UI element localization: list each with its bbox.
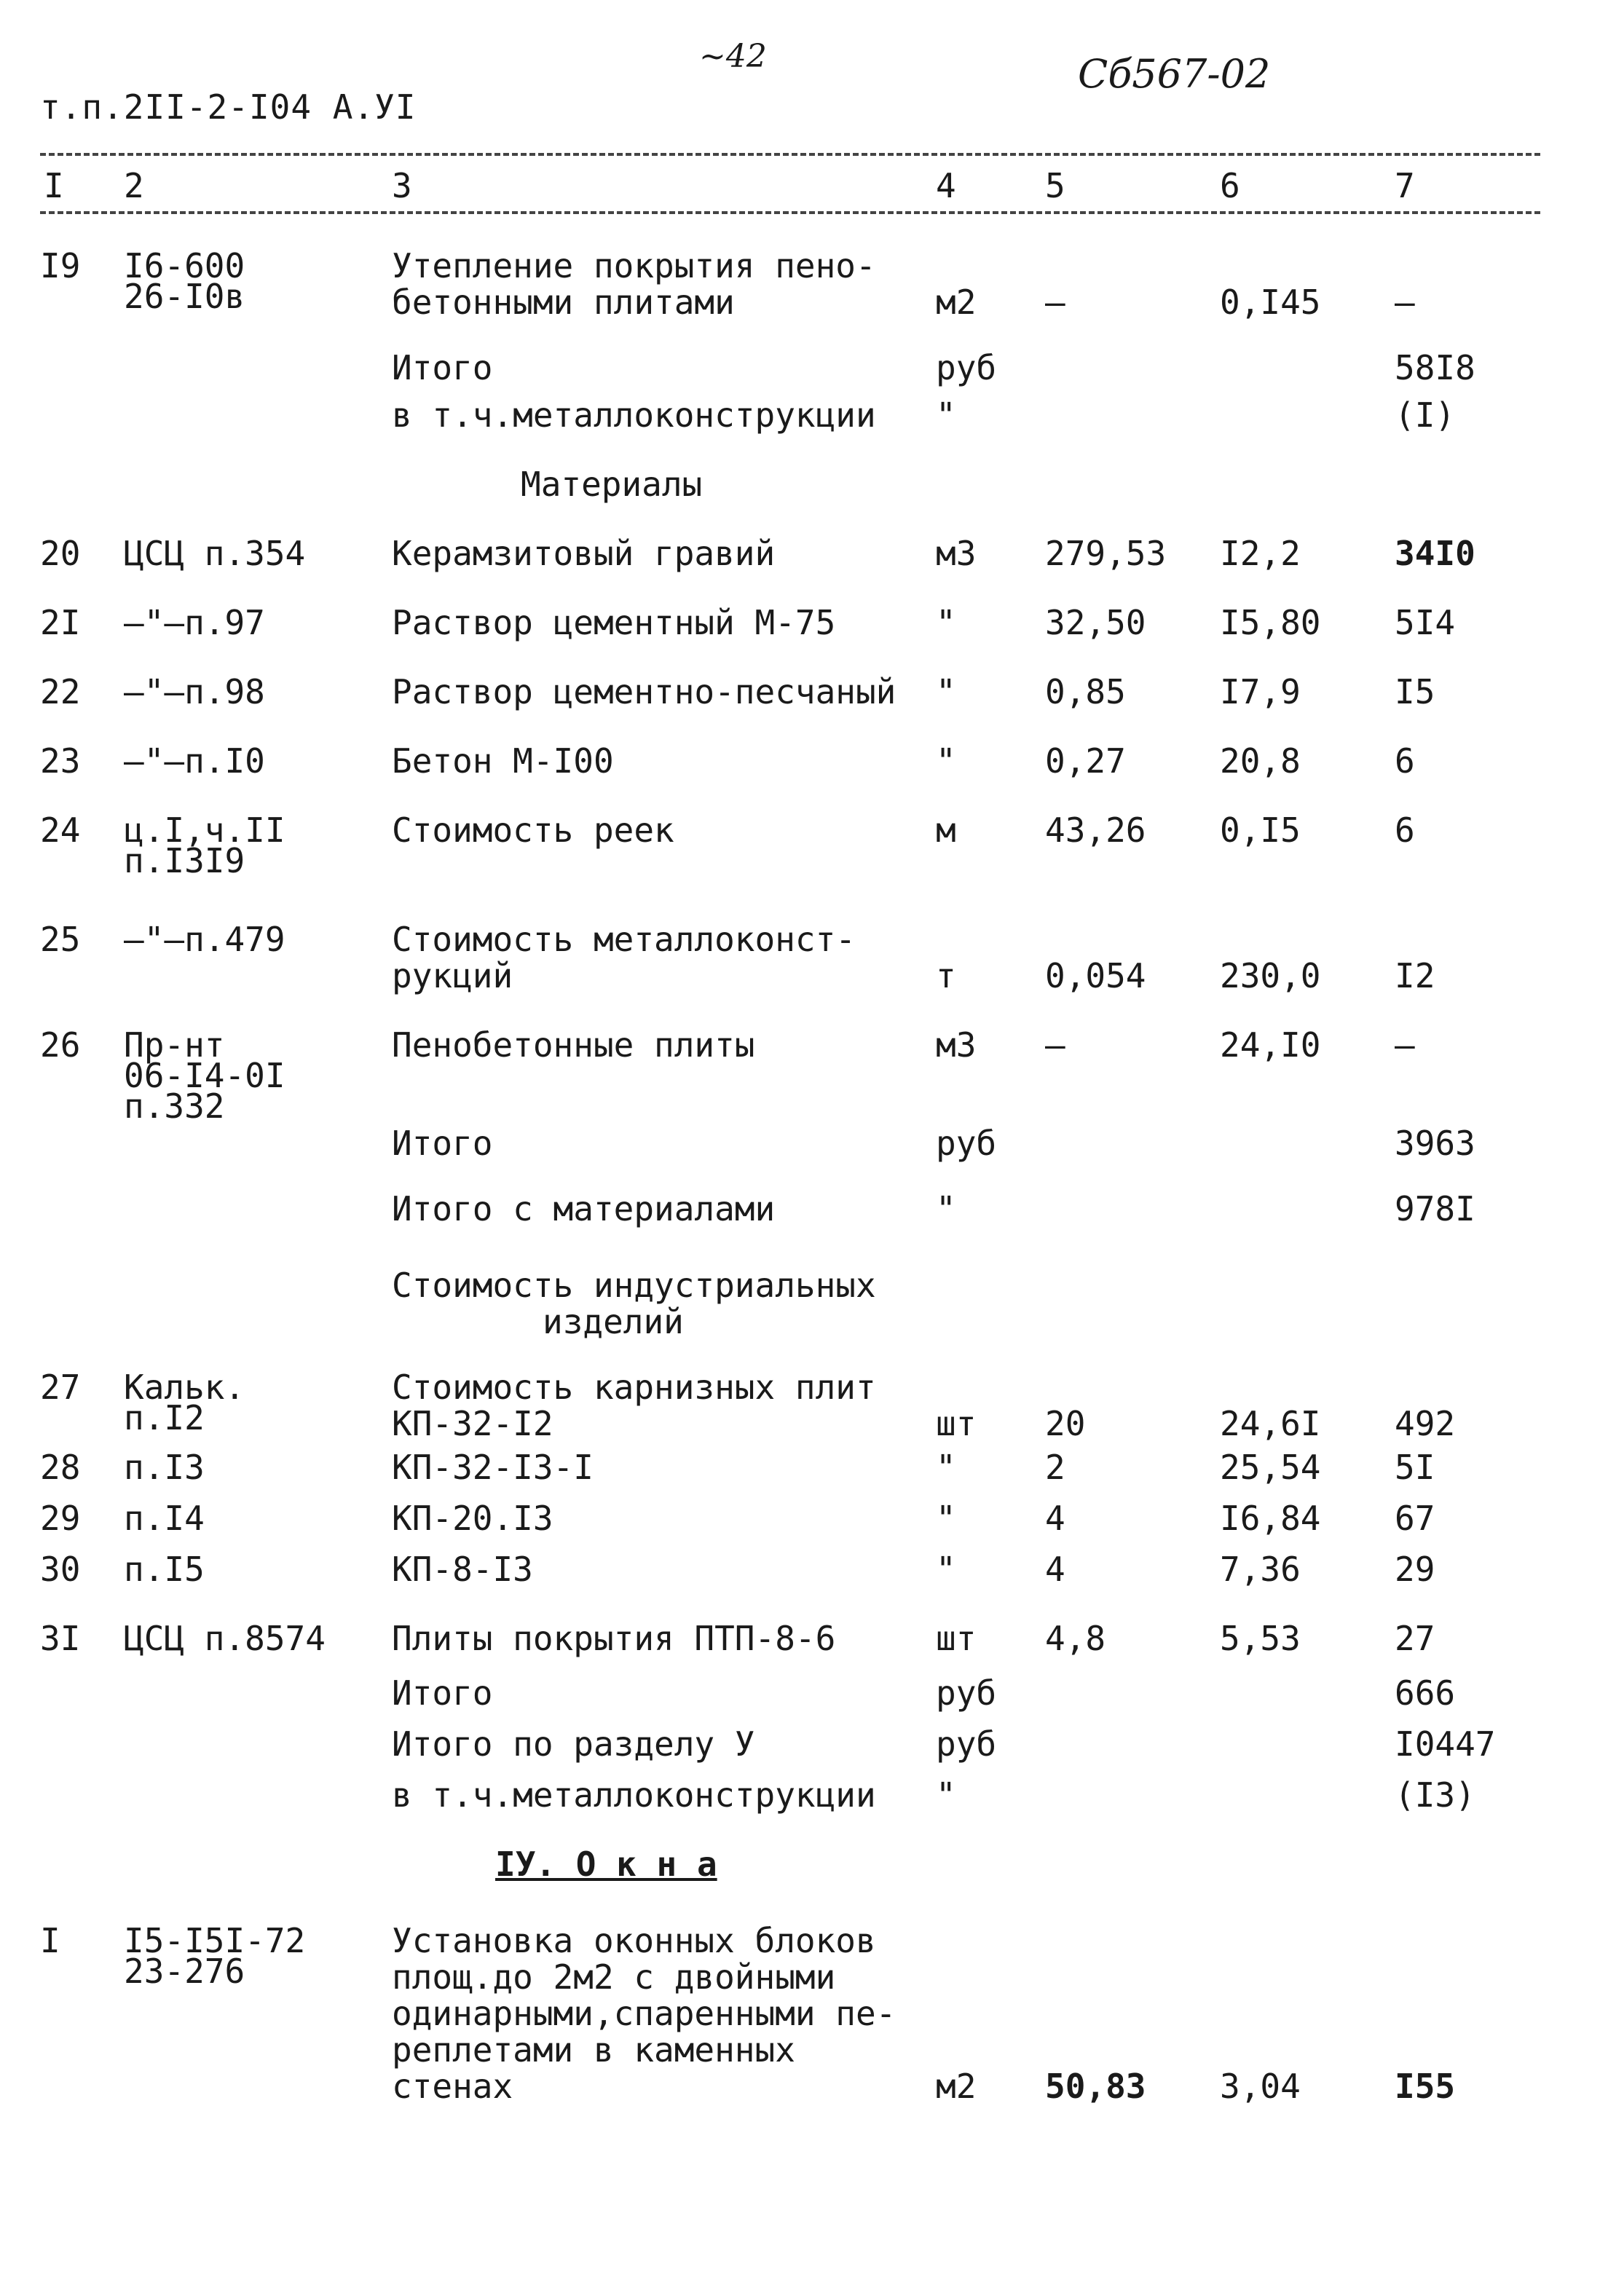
row-unit-price: I2,2	[1220, 534, 1301, 573]
row-description: Итого с материалами	[392, 1189, 776, 1228]
row-unit: "	[936, 395, 956, 435]
row-unit-price: I6,84	[1220, 1499, 1321, 1538]
row-number: 28	[40, 1448, 81, 1487]
row-unit: "	[936, 1550, 956, 1589]
row-quantity: –	[1045, 1025, 1065, 1065]
row-unit-price: 25,54	[1220, 1448, 1321, 1487]
row-unit: "	[936, 1189, 956, 1228]
row-total: I5	[1395, 672, 1435, 711]
column-header-7: 7	[1395, 166, 1415, 205]
row-code: 06-I4-0I	[124, 1056, 285, 1095]
row-description: КП-20.I3	[392, 1499, 553, 1538]
row-total: (I3)	[1395, 1775, 1475, 1815]
row-total: I55	[1395, 2067, 1456, 2106]
row-description: изделий	[543, 1302, 684, 1341]
row-number: 27	[40, 1368, 81, 1407]
row-code: ЦСЦ п.8574	[124, 1619, 326, 1658]
row-code: –"–п.98	[124, 672, 265, 711]
row-unit-price: I5,80	[1220, 603, 1321, 642]
row-number: 3I	[40, 1619, 81, 1658]
row-unit: руб	[936, 1124, 997, 1163]
row-unit: м3	[936, 1025, 977, 1065]
row-quantity: 0,054	[1045, 956, 1146, 995]
row-unit-price: 24,6I	[1220, 1404, 1321, 1443]
row-unit: "	[936, 1775, 956, 1815]
row-total: I2	[1395, 956, 1435, 995]
row-number: 29	[40, 1499, 81, 1538]
row-code: п.I5	[124, 1550, 205, 1589]
row-unit: "	[936, 1448, 956, 1487]
row-number: 2I	[40, 603, 81, 642]
row-description: Плиты покрытия ПТП-8-6	[392, 1619, 836, 1658]
row-total: (I)	[1395, 395, 1456, 435]
row-unit: руб	[936, 348, 997, 387]
row-unit: м2	[936, 2067, 977, 2106]
row-total: 29	[1395, 1550, 1435, 1589]
row-quantity: 50,83	[1045, 2067, 1146, 2106]
row-description: Раствор цементный М-75	[392, 603, 836, 642]
row-unit-price: 0,I45	[1220, 283, 1321, 322]
column-header-6: 6	[1220, 166, 1240, 205]
row-total: 34I0	[1395, 534, 1475, 573]
row-unit: шт	[936, 1404, 977, 1443]
row-unit: м2	[936, 283, 977, 322]
header-rule-bottom	[40, 211, 1540, 214]
row-unit: "	[936, 1499, 956, 1538]
row-code: 26-I0в	[124, 277, 245, 316]
row-description: площ.до 2м2 с двойными	[392, 1957, 836, 1997]
row-description: Бетон М-I00	[392, 741, 614, 781]
row-quantity: 4,8	[1045, 1619, 1106, 1658]
row-code: п.I3	[124, 1448, 205, 1487]
row-number: 23	[40, 741, 81, 781]
row-number: 24	[40, 810, 81, 850]
row-unit: руб	[936, 1673, 997, 1713]
column-header-5: 5	[1045, 166, 1065, 205]
row-description: одинарными,спаренными пе-	[392, 1994, 896, 2033]
row-description: Установка оконных блоков	[392, 1921, 876, 1960]
row-unit: м	[936, 810, 956, 850]
row-description: Стоимость карнизных плит	[392, 1368, 876, 1407]
row-unit-price: I7,9	[1220, 672, 1301, 711]
row-total: 5I4	[1395, 603, 1456, 642]
row-code: Кальк.	[124, 1368, 245, 1407]
row-unit-price: 24,I0	[1220, 1025, 1321, 1065]
row-code: ЦСЦ п.354	[124, 534, 306, 573]
row-unit-price: 230,0	[1220, 956, 1321, 995]
row-quantity: 4	[1045, 1499, 1065, 1538]
row-description: Керамзитовый гравий	[392, 534, 776, 573]
row-number: 30	[40, 1550, 81, 1589]
row-quantity: 0,27	[1045, 741, 1126, 781]
row-unit-price: 5,53	[1220, 1619, 1301, 1658]
row-code: Пр-нт	[124, 1025, 225, 1065]
row-description: реплетами в каменных	[392, 2030, 795, 2070]
row-unit-price: 20,8	[1220, 741, 1301, 781]
row-unit: "	[936, 741, 956, 781]
row-quantity: 4	[1045, 1550, 1065, 1589]
row-unit: м3	[936, 534, 977, 573]
row-total: 58I8	[1395, 348, 1475, 387]
row-code: п.I3I9	[124, 841, 245, 880]
row-description: Стоимость индустриальных	[392, 1266, 876, 1305]
row-total: 67	[1395, 1499, 1435, 1538]
column-header-4: 4	[936, 166, 956, 205]
row-total: –	[1395, 1025, 1415, 1065]
row-quantity: 32,50	[1045, 603, 1146, 642]
row-code: –"–п.479	[124, 920, 285, 959]
row-description: Стоимость металлоконст-	[392, 920, 856, 959]
row-description: Утепление покрытия пено-	[392, 246, 876, 285]
row-unit: шт	[936, 1619, 977, 1658]
row-code: –"–п.97	[124, 603, 265, 642]
row-description: в т.ч.металлоконструкции	[392, 395, 876, 435]
row-description: IУ. О к н а	[495, 1845, 717, 1884]
row-number: 22	[40, 672, 81, 711]
row-description: Итого по разделу У	[392, 1724, 755, 1764]
row-number: 20	[40, 534, 81, 573]
row-number: 25	[40, 920, 81, 959]
row-code: I5-I5I-72	[124, 1921, 306, 1960]
row-quantity: 2	[1045, 1448, 1065, 1487]
row-total: I0447	[1395, 1724, 1496, 1764]
row-description: Пенобетонные плиты	[392, 1025, 755, 1065]
row-description: бетонными плитами	[392, 283, 735, 322]
column-header-2: 2	[124, 166, 144, 205]
row-description: Итого	[392, 1673, 493, 1713]
row-unit: "	[936, 672, 956, 711]
row-number: I9	[40, 246, 81, 285]
row-description: КП-32-I3-I	[392, 1448, 594, 1487]
row-code: I6-600	[124, 246, 245, 285]
row-total: 6	[1395, 810, 1415, 850]
row-unit: руб	[936, 1724, 997, 1764]
row-total: 5I	[1395, 1448, 1435, 1487]
row-description: КП-8-I3	[392, 1550, 533, 1589]
row-description: Раствор цементно-песчаный	[392, 672, 896, 711]
row-number: I	[40, 1921, 60, 1960]
row-quantity: 279,53	[1045, 534, 1167, 573]
row-code: п.I2	[124, 1398, 205, 1437]
header-rule-top	[40, 153, 1540, 156]
page-mark: ~42	[699, 38, 767, 75]
row-total: 666	[1395, 1673, 1456, 1713]
row-unit-price: 3,04	[1220, 2067, 1301, 2106]
row-total: –	[1395, 283, 1415, 322]
row-description: в т.ч.металлоконструкции	[392, 1775, 876, 1815]
row-description: Стоимость реек	[392, 810, 674, 850]
row-total: 3963	[1395, 1124, 1475, 1163]
row-description: Материалы	[521, 465, 703, 504]
row-code: –"–п.I0	[124, 741, 265, 781]
row-description: КП-32-I2	[392, 1404, 553, 1443]
row-description: стенах	[392, 2067, 513, 2106]
document-code: т.п.2II-2-I04 А.УI	[40, 87, 417, 127]
row-description: рукций	[392, 956, 513, 995]
row-total: 978I	[1395, 1189, 1475, 1228]
row-unit-price: 7,36	[1220, 1550, 1301, 1589]
row-quantity: –	[1045, 283, 1065, 322]
row-unit: "	[936, 603, 956, 642]
row-unit: т	[936, 956, 956, 995]
row-description: Итого	[392, 1124, 493, 1163]
row-description: Итого	[392, 348, 493, 387]
row-unit-price: 0,I5	[1220, 810, 1301, 850]
row-code: п.332	[124, 1086, 225, 1126]
row-number: 26	[40, 1025, 81, 1065]
row-total: 6	[1395, 741, 1415, 781]
row-total: 492	[1395, 1404, 1456, 1443]
row-quantity: 43,26	[1045, 810, 1146, 850]
stamp-code: Сб567-02	[1078, 51, 1271, 97]
row-code: 23-276	[124, 1952, 245, 1991]
row-quantity: 0,85	[1045, 672, 1126, 711]
row-quantity: 20	[1045, 1404, 1086, 1443]
row-code: ц.I,ч.II	[124, 810, 285, 850]
column-header-3: 3	[392, 166, 412, 205]
row-total: 27	[1395, 1619, 1435, 1658]
row-code: п.I4	[124, 1499, 205, 1538]
column-header-1: I	[44, 166, 64, 205]
